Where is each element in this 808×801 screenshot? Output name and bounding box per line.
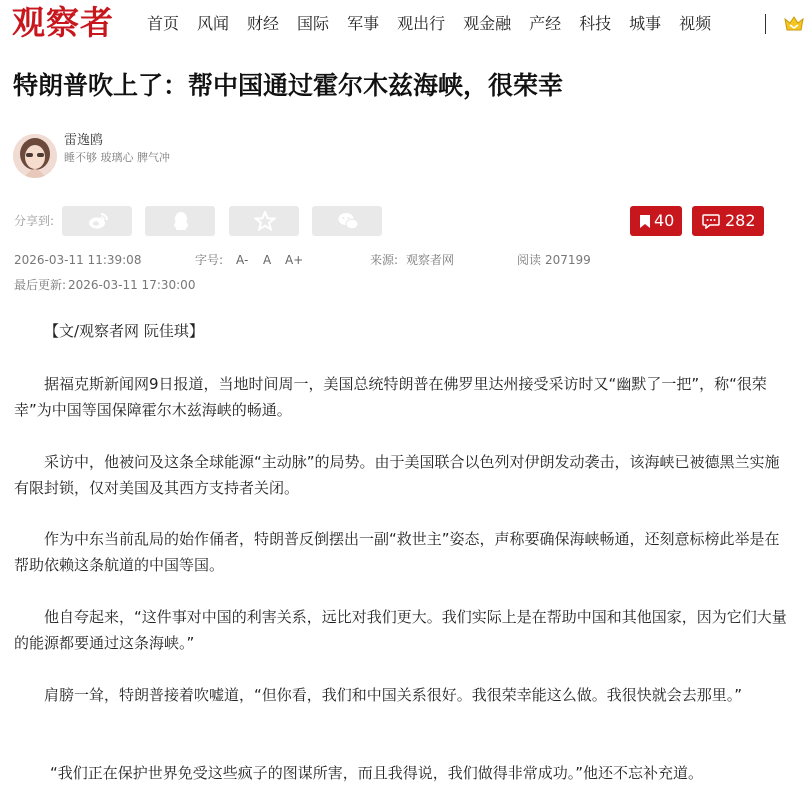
nav-item-industry[interactable]: 产经 xyxy=(529,14,562,33)
reads-label: 阅读 xyxy=(517,253,542,267)
article-paragraph: 作为中东当前乱局的始作俑者，特朗普反倒摆出一副“救世主”姿态，声称要确保海峡畅通，还刻意标榜此举是在帮助依赖这条航道的中国等国。 xyxy=(14,530,780,574)
font-normal-button[interactable]: A xyxy=(263,253,272,267)
comment-icon xyxy=(702,214,720,229)
share-favorite-button[interactable] xyxy=(229,206,299,236)
author-bio: 睡不够 玻璃心 脾气冲 xyxy=(64,151,170,164)
qq-icon xyxy=(170,211,192,231)
nav-item-city[interactable]: 城事 xyxy=(629,14,662,33)
reads-count: 207199 xyxy=(545,253,591,267)
bookmark-button[interactable] xyxy=(630,206,682,236)
font-increase-button[interactable]: A+ xyxy=(285,253,304,267)
star-icon xyxy=(254,211,276,231)
main-nav xyxy=(138,13,720,35)
nav-item-international[interactable]: 国际 xyxy=(297,14,330,33)
top-bar xyxy=(0,0,808,50)
comment-button[interactable] xyxy=(692,206,764,236)
article-paragraph: 据福克斯新闻网9日报道，当地时间周一，美国总统特朗普在佛罗里达州接受采访时又“幽默了一把”，称“很荣幸”为中国等国保障霍尔木兹海峡的畅通。 xyxy=(14,375,767,419)
nav-item-finance[interactable]: 财经 xyxy=(247,14,280,33)
nav-item-fengwen[interactable]: 风闻 xyxy=(197,14,230,33)
site-logo[interactable]: 观察者 xyxy=(12,3,114,42)
source-name[interactable]: 观察者网 xyxy=(406,253,455,267)
share-qq-button[interactable] xyxy=(145,206,215,236)
nav-item-video[interactable]: 视频 xyxy=(679,14,712,33)
article-paragraph: 他自夸起来，“这件事对中国的利害关系，远比对我们更大。我们实际上是在帮助中国和其他国家，因为它们大量的能源都要通过这条海峡。” xyxy=(14,608,787,652)
article-paragraph: 采访中，他被问及这条全球能源“主动脉”的局势。由于美国联合以色列对伊朗发动袭击，该海峡已被德黑兰实施有限封锁，仅对美国及其西方支持者关闭。 xyxy=(14,453,780,497)
bookmark-icon xyxy=(639,214,651,229)
avatar-image xyxy=(13,134,57,178)
updated-label: 最后更新: xyxy=(14,278,67,292)
article-title: 特朗普吹上了：帮中国通过霍尔木兹海峡，很荣幸 xyxy=(13,71,564,100)
comment-count: 282 xyxy=(725,211,756,230)
nav-item-mobility[interactable]: 观出行 xyxy=(397,14,446,33)
article-paragraph: “我们正在保护世界免受这些疯子的图谋所害，而且我得说，我们做得非常成功。”他还不忘补充道。 xyxy=(50,764,704,782)
article-paragraph: 肩膀一耸，特朗普接着吹嘘道，“但你看，我们和中国关系很好。我很荣幸能这么做。我很快就会去那里。” xyxy=(44,686,743,704)
author-avatar[interactable] xyxy=(13,134,57,178)
share-wechat-button[interactable] xyxy=(312,206,382,236)
publish-time: 2026-03-11 11:39:08 xyxy=(14,253,142,267)
article-byline: 【文/观察者网 阮佳琪】 xyxy=(44,322,204,340)
nav-item-military[interactable]: 军事 xyxy=(347,14,380,33)
wechat-icon xyxy=(337,211,359,231)
bookmark-count: 40 xyxy=(654,211,675,230)
share-weibo-button[interactable] xyxy=(62,206,132,236)
share-label: 分享到: xyxy=(14,214,55,228)
font-decrease-button[interactable]: A- xyxy=(236,253,249,267)
nav-item-tech[interactable]: 科技 xyxy=(579,14,612,33)
source-label: 来源: xyxy=(370,253,399,267)
nav-divider xyxy=(765,14,766,34)
weibo-icon xyxy=(87,211,109,231)
vip-crown-icon[interactable] xyxy=(783,14,805,34)
author-name[interactable]: 雷逸鸥 xyxy=(64,133,104,148)
font-size-label: 字号: xyxy=(195,253,224,267)
nav-item-fintech[interactable]: 观金融 xyxy=(463,14,512,33)
updated-time: 2026-03-11 17:30:00 xyxy=(68,278,196,292)
nav-item-home[interactable]: 首页 xyxy=(147,14,180,33)
